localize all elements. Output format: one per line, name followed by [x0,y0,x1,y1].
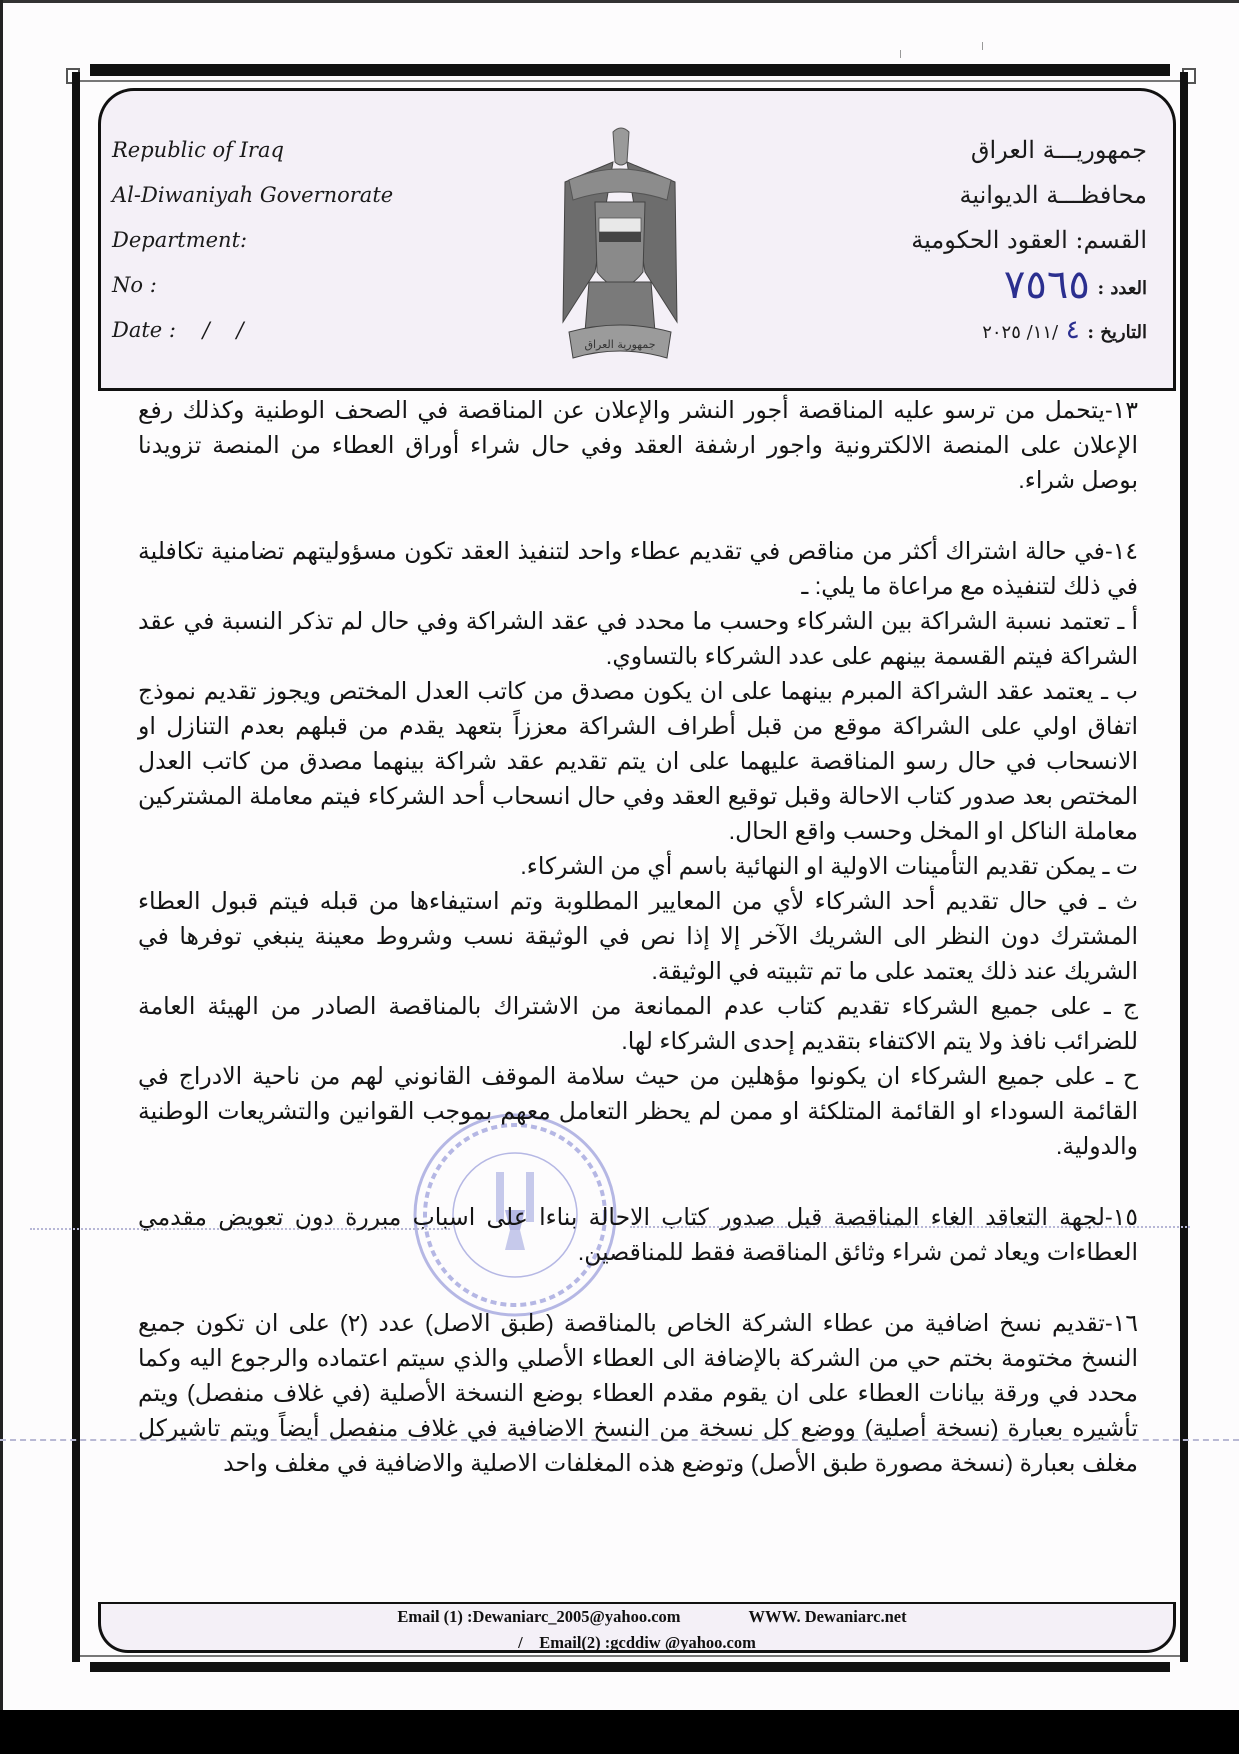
frame-left-bar [72,72,80,1662]
date-label-ar: التاريخ : [1087,322,1147,343]
country-name-ar: جمهوريـــة العراق [970,136,1147,164]
letterhead-divider [98,388,1176,391]
scan-edge-top [0,0,1239,3]
footer-email-2[interactable]: Email(2) :gcddiw @yahoo.com [539,1633,756,1652]
scan-speck [900,50,901,58]
document-body [138,393,1138,1481]
iraq-eagle-emblem-icon [555,122,685,382]
footer-contacts [98,1604,1176,1656]
department-label-en: Department: [112,228,248,252]
scan-speck [982,42,983,50]
date-day-value: ٤ [1065,315,1080,345]
clause-16: ١٦-تقديم نسخ اضافية من عطاء الشركة الخاص بالمناقصة (طبق الاصل) عدد (٢) على ان تكون جميع النسخ مختومة بختم حي من الشركة بالإضافة الى العطاء الأصلي والذي سيتم اعتماده والرجوع اليه وكما محدد في ورقة بيانات العطاء على ان يقوم مقدم العطاء بوضع النسخة الأصلية (في غلاف منفصل) ويتم تأشيره بعبارة (نسخة أصلية) ووضع كل نسخة من النسخ الاضافية في غلاف منفصل أيضاً ويتم تاشيركل مغلف بعبارة (نسخة مصورة طبق الأصل) وتوضع هذه المغلفات الاصلية والاضافية في مغلف واحد [138,1310,1138,1476]
clause-13: ١٣-يتحمل من ترسو عليه المناقصة أجور النشر والإعلان عن المناقصة في الصحف الوطنية وكذلك رفع الإعلان على المنصة الالكترونية واجور ارشفة العقد وفي حال شراء أوراق العطاء من المنصة تزويدنا بوصل شراء. [138,397,1138,493]
date-label-en: Date : / / [112,318,244,342]
footer-website[interactable]: WWW. Dewaniarc.net [748,1607,907,1626]
clause-14-item-th: ث ـ في حال تقديم أحد الشركاء لأي من المعايير المطلوبة وتم استيفاءها من قبله فيتم قبول العطاء المشترك دون النظر الى الشريك الآخر إلا إذا نص في الوثيقة نسب وشروط معينة ينبغي توفرها في الشريك عند ذلك يعتمد على ما تم تثبيته في الوثيقة. [138,888,1139,984]
date-row-ar [911,308,1147,353]
scan-edge-bottom [0,1710,1239,1754]
scan-edge-left [0,0,3,1754]
reference-number-value: ٧٥٦٥ [1003,262,1090,308]
frame-top-bar [90,64,1170,76]
country-name-en: Republic of Iraq [112,138,284,162]
footer-email-1[interactable]: Email (1) :Dewaniarc_2005@yahoo.com [397,1607,681,1626]
frame-bottom-bar [90,1662,1170,1672]
clause-14-item-a: أ ـ تعتمد نسبة الشراكة بين الشركاء وحسب ما محدد في عقد الشراكة وفي حال لم تذكر النسبة في عقد الشراكة فيتم القسمة بينهم على عدد الشركاء بالتساوي. [138,608,1138,669]
letterhead-arabic [911,128,1147,353]
reference-number-label: العدد : [1097,278,1147,299]
frame-top-rule [80,80,1180,82]
clause-14-item-h: ح ـ على جميع الشركاء ان يكونوا مؤهلين من حيث سلامة الموقف القانوني لهم من ناحية الادراج في القائمة السوداء او القائمة المتلكئة او ممن لم يحظر التعامل معهم بموجب القوانين والتشريعات الوطنية والدولية. [138,1063,1138,1159]
clause-14-intro: ١٤-في حالة اشتراك أكثر من مناقص في تقديم عطاء واحد لتنفيذ العقد تكون مسؤوليتهم تضامنية تكافلية في ذلك لتنفيذه مع مراعاة ما يلي: ـ [138,538,1138,599]
emblem-caption: جمهورية العراق [584,338,656,351]
reference-number-row [911,263,1147,308]
number-label-en: No : [112,273,157,297]
governorate-name-en: Al-Diwaniyah Governorate [112,183,394,207]
clause-14-item-b: ب ـ يعتمد عقد الشراكة المبرم بينهما على ان يكون مصدق من كاتب العدل المختص ويجوز تقديم نموذج اتفاق اولي على الشراكة موقع من قبل أطراف الشراكة معززاً بتعهد يقدم من قبلهم بعدم التنازل او الانسحاب في حال رسو المناقصة عليهما على ان يتم تقديم عقد شراكة بينهما مصدق من كاتب العدل المختص بعد صدور كتاب الاحالة وقبل توقيع العقد وفي حال انسحاب أحد الشركاء فيتم معاملة المشتركين معاملة الناكل او المخل وحسب واقع الحال. [138,678,1138,844]
clause-14-item-t: ت ـ يمكن تقديم التأمينات الاولية او النهائية باسم أي من الشركاء. [520,853,1138,879]
clause-15: ١٥-لجهة التعاقد الغاء المناقصة قبل صدور كتاب الاحالة بناءا على اسباب مبررة دون تعويض مقدمي العطاءات ويعاد ثمن شراء وثائق المناقصة فقط للمناقصين. [138,1204,1138,1265]
frame-right-bar [1180,72,1188,1662]
date-month-year: /١١/ ٢٠٢٥ [982,322,1059,343]
letterhead-english [112,128,393,353]
clause-14-item-j: ج ـ على جميع الشركاء تقديم كتاب عدم الممانعة من الاشتراك بالمناقصة الصادر من الهيئة العامة للضرائب نافذ ولا يتم الاكتفاء بتقديم إحدى الشركاء لها. [138,993,1138,1054]
department-ar: القسم: العقود الحكومية [911,226,1147,254]
governorate-name-ar: محافظـــة الديوانية [959,181,1147,209]
footer-separator: / [518,1633,523,1652]
